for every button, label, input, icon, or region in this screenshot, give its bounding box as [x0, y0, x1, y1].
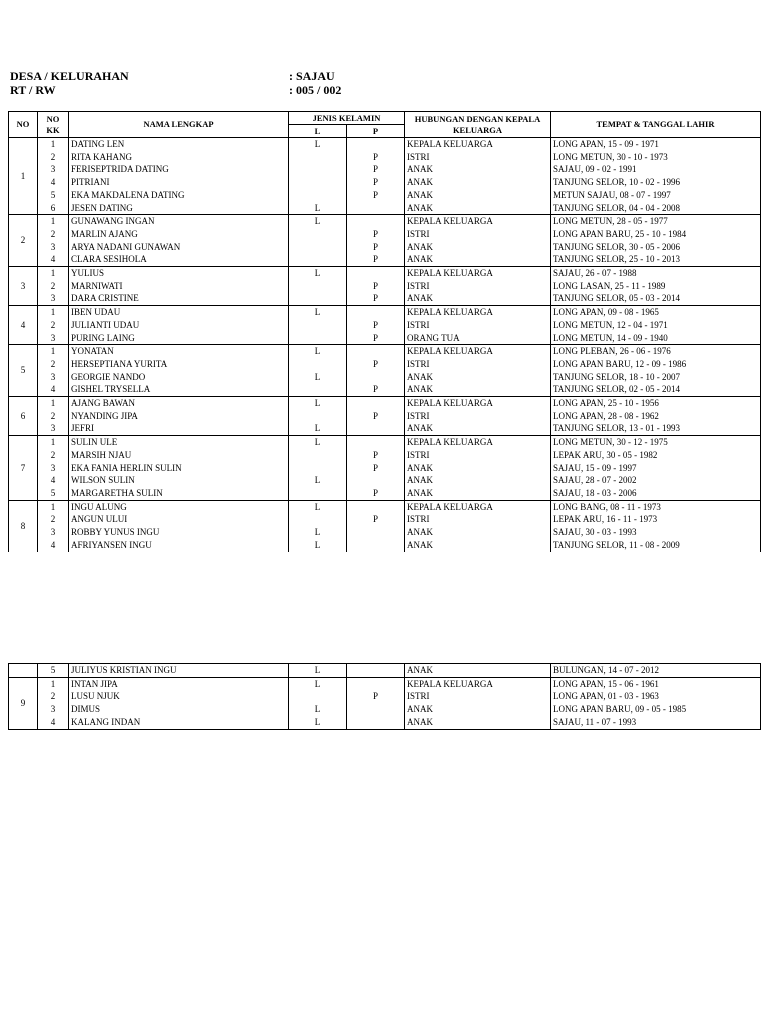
gender-l: L: [289, 703, 347, 716]
relationship: ANAK: [405, 371, 551, 384]
gender-p: [347, 422, 405, 435]
birth-place-date: SAJAU, 11 - 07 - 1993: [551, 716, 761, 729]
gender-l: L: [289, 500, 347, 513]
gender-p: P: [347, 513, 405, 526]
member-name: ROBBY YUNUS INGU: [69, 526, 289, 539]
gender-p: [347, 664, 405, 678]
member-name: KALANG INDAN: [69, 716, 289, 729]
member-name: GEORGIE NANDO: [69, 371, 289, 384]
member-no-kk: 1: [38, 345, 69, 358]
member-name: HERSEPTIANA YURITA: [69, 358, 289, 371]
gender-l: [289, 332, 347, 345]
gender-p: [347, 215, 405, 228]
relationship: ANAK: [405, 539, 551, 552]
table-row: [9, 449, 761, 462]
gender-l: [289, 189, 347, 202]
relationship: KEPALA KELUARGA: [405, 138, 551, 151]
member-no-kk: 4: [38, 474, 69, 487]
gender-l: [289, 410, 347, 423]
relationship: ANAK: [405, 487, 551, 500]
member-no-kk: 5: [38, 664, 69, 678]
member-no-kk: 3: [38, 526, 69, 539]
member-no-kk: 1: [38, 138, 69, 151]
member-no-kk: 5: [38, 487, 69, 500]
member-no-kk: 4: [38, 383, 69, 396]
relationship: ANAK: [405, 176, 551, 189]
table-row: [9, 690, 761, 703]
desa-label: DESA / KELURAHAN: [10, 69, 129, 83]
relationship: KEPALA KELUARGA: [405, 306, 551, 319]
col-header-no: NO: [9, 112, 38, 138]
birth-place-date: LONG BANG, 08 - 11 - 1973: [551, 500, 761, 513]
member-name: JULIYUS KRISTIAN INGU: [69, 664, 289, 678]
table-row: [9, 716, 761, 729]
table-row: [9, 280, 761, 293]
birth-place-date: LONG APAN, 28 - 08 - 1962: [551, 410, 761, 423]
table-row: [9, 474, 761, 487]
relationship: ISTRI: [405, 151, 551, 164]
member-no-kk: 4: [38, 716, 69, 729]
member-no-kk: 2: [38, 358, 69, 371]
gender-p: P: [347, 176, 405, 189]
family-table-page-1: [8, 111, 761, 552]
member-name: EKA FANIA HERLIN SULIN: [69, 462, 289, 475]
member-name: MARNIWATI: [69, 280, 289, 293]
gender-l: L: [289, 267, 347, 280]
relationship: ORANG TUA: [405, 332, 551, 345]
relationship: ISTRI: [405, 358, 551, 371]
gender-p: P: [347, 449, 405, 462]
member-no-kk: 4: [38, 176, 69, 189]
family-number: 4: [9, 306, 38, 345]
gender-p: [347, 345, 405, 358]
member-name: EKA MAKDALENA DATING: [69, 189, 289, 202]
birth-place-date: SAJAU, 30 - 03 - 1993: [551, 526, 761, 539]
gender-l: L: [289, 422, 347, 435]
gender-p: P: [347, 319, 405, 332]
gender-l: L: [289, 306, 347, 319]
col-header-hubungan: [405, 112, 551, 138]
member-name: MARLIN AJANG: [69, 228, 289, 241]
birth-place-date: LONG APAN, 15 - 09 - 1971: [551, 138, 761, 151]
gender-p: P: [347, 292, 405, 305]
member-name: YONATAN: [69, 345, 289, 358]
table-row: [9, 500, 761, 513]
member-no-kk: 4: [38, 539, 69, 552]
member-name: CLARA SESIHOLA: [69, 253, 289, 266]
member-no-kk: 6: [38, 202, 69, 215]
gender-p: P: [347, 241, 405, 254]
member-no-kk: 5: [38, 189, 69, 202]
gender-p: P: [347, 332, 405, 345]
gender-l: L: [289, 345, 347, 358]
gender-p: [347, 677, 405, 690]
col-header-jenis-kelamin: JENIS KELAMIN: [289, 112, 405, 125]
col-header-p: P: [347, 125, 405, 138]
relationship: ANAK: [405, 202, 551, 215]
birth-place-date: LONG APAN, 01 - 03 - 1963: [551, 690, 761, 703]
member-no-kk: 1: [38, 267, 69, 280]
col-header-l: L: [289, 125, 347, 138]
birth-place-date: LONG LASAN, 25 - 11 - 1989: [551, 280, 761, 293]
table-row: [9, 383, 761, 396]
relationship: ISTRI: [405, 228, 551, 241]
member-name: JULIANTI UDAU: [69, 319, 289, 332]
birth-place-date: SAJAU, 26 - 07 - 1988: [551, 267, 761, 280]
family-number: 2: [9, 215, 38, 267]
member-no-kk: 1: [38, 436, 69, 449]
col-header-no-kk-line2: KK: [46, 124, 60, 135]
table-row: [9, 422, 761, 435]
birth-place-date: LONG APAN, 25 - 10 - 1956: [551, 397, 761, 410]
col-header-no-kk: [38, 112, 69, 138]
table-row: [9, 462, 761, 475]
gender-p: [347, 716, 405, 729]
gender-l: [289, 690, 347, 703]
birth-place-date: SAJAU, 15 - 09 - 1997: [551, 462, 761, 475]
table-row: [9, 371, 761, 384]
relationship: ISTRI: [405, 319, 551, 332]
family-number: 3: [9, 267, 38, 306]
member-name: AFRIYANSEN INGU: [69, 539, 289, 552]
gender-p: P: [347, 151, 405, 164]
gender-l: [289, 241, 347, 254]
gender-l: L: [289, 677, 347, 690]
member-no-kk: 4: [38, 253, 69, 266]
birth-place-date: TANJUNG SELOR, 25 - 10 - 2013: [551, 253, 761, 266]
relationship: ANAK: [405, 383, 551, 396]
table-row: [9, 664, 761, 678]
relationship: KEPALA KELUARGA: [405, 345, 551, 358]
birth-place-date: TANJUNG SELOR, 10 - 02 - 1996: [551, 176, 761, 189]
gender-p: [347, 474, 405, 487]
gender-l: [289, 253, 347, 266]
table-row: [9, 332, 761, 345]
relationship: ANAK: [405, 474, 551, 487]
birth-place-date: LONG APAN BARU, 25 - 10 - 1984: [551, 228, 761, 241]
gender-p: P: [347, 228, 405, 241]
gender-p: [347, 267, 405, 280]
birth-place-date: LONG METUN, 30 - 12 - 1975: [551, 436, 761, 449]
gender-l: L: [289, 716, 347, 729]
gender-p: [347, 526, 405, 539]
gender-l: [289, 280, 347, 293]
relationship: ISTRI: [405, 280, 551, 293]
member-no-kk: 1: [38, 397, 69, 410]
member-name: MARGARETHA SULIN: [69, 487, 289, 500]
gender-p: P: [347, 462, 405, 475]
birth-place-date: LONG APAN BARU, 09 - 05 - 1985: [551, 703, 761, 716]
table-row: [9, 215, 761, 228]
member-name: INTAN JIPA: [69, 677, 289, 690]
gender-l: [289, 462, 347, 475]
gender-p: [347, 436, 405, 449]
family-number: [9, 664, 38, 678]
gender-l: L: [289, 664, 347, 678]
family-number: 5: [9, 345, 38, 397]
relationship: ANAK: [405, 189, 551, 202]
member-no-kk: 1: [38, 215, 69, 228]
member-no-kk: 2: [38, 410, 69, 423]
col-header-ttl: TEMPAT & TANGGAL LAHIR: [551, 112, 761, 138]
birth-place-date: TANJUNG SELOR, 02 - 05 - 2014: [551, 383, 761, 396]
rtrw-label: RT / RW: [10, 83, 56, 97]
member-no-kk: 3: [38, 371, 69, 384]
gender-l: [289, 151, 347, 164]
family-number: 8: [9, 500, 38, 551]
table-row: [9, 703, 761, 716]
col-header-no-kk-line1: NO: [46, 113, 60, 124]
family-number: 1: [9, 138, 38, 215]
member-no-kk: 3: [38, 163, 69, 176]
gender-p: P: [347, 358, 405, 371]
gender-l: [289, 513, 347, 526]
birth-place-date: LEPAK ARU, 30 - 05 - 1982: [551, 449, 761, 462]
gender-l: [289, 383, 347, 396]
member-name: IBEN UDAU: [69, 306, 289, 319]
birth-place-date: TANJUNG SELOR, 05 - 03 - 2014: [551, 292, 761, 305]
member-no-kk: 1: [38, 677, 69, 690]
gender-p: P: [347, 690, 405, 703]
member-name: JESEN DATING: [69, 202, 289, 215]
relationship: ANAK: [405, 703, 551, 716]
relationship: KEPALA KELUARGA: [405, 397, 551, 410]
relationship: KEPALA KELUARGA: [405, 436, 551, 449]
gender-l: [289, 163, 347, 176]
member-no-kk: 3: [38, 332, 69, 345]
member-no-kk: 3: [38, 422, 69, 435]
family-number: 6: [9, 397, 38, 436]
table-row: [9, 319, 761, 332]
birth-place-date: TANJUNG SELOR, 04 - 04 - 2008: [551, 202, 761, 215]
relationship: KEPALA KELUARGA: [405, 500, 551, 513]
gender-l: [289, 487, 347, 500]
birth-place-date: LONG PLEBAN, 26 - 06 - 1976: [551, 345, 761, 358]
member-name: SULIN ULE: [69, 436, 289, 449]
table-row: [9, 241, 761, 254]
member-name: ARYA NADANI GUNAWAN: [69, 241, 289, 254]
relationship: KEPALA KELUARGA: [405, 267, 551, 280]
member-name: MARSIH NJAU: [69, 449, 289, 462]
gender-l: L: [289, 371, 347, 384]
member-no-kk: 2: [38, 280, 69, 293]
gender-l: [289, 358, 347, 371]
member-no-kk: 2: [38, 151, 69, 164]
table-row: [9, 358, 761, 371]
member-name: LUSU NJUK: [69, 690, 289, 703]
table-row: [9, 138, 761, 151]
member-no-kk: 3: [38, 292, 69, 305]
member-name: GUNAWANG INGAN: [69, 215, 289, 228]
table-row: [9, 189, 761, 202]
table-row: [9, 513, 761, 526]
relationship: ANAK: [405, 716, 551, 729]
relationship: ISTRI: [405, 449, 551, 462]
gender-l: L: [289, 436, 347, 449]
gender-l: L: [289, 539, 347, 552]
relationship: ANAK: [405, 422, 551, 435]
gender-l: [289, 319, 347, 332]
table-row: [9, 526, 761, 539]
desa-value: : SAJAU: [289, 69, 335, 83]
member-no-kk: 1: [38, 306, 69, 319]
birth-place-date: SAJAU, 28 - 07 - 2002: [551, 474, 761, 487]
member-name: INGU ALUNG: [69, 500, 289, 513]
table-row: [9, 151, 761, 164]
gender-p: [347, 306, 405, 319]
table-row: [9, 253, 761, 266]
rtrw-value: : 005 / 002: [289, 83, 342, 97]
col-header-hubungan-line2: KELUARGA: [452, 124, 503, 135]
gender-p: P: [347, 163, 405, 176]
col-header-nama: NAMA LENGKAP: [69, 112, 289, 138]
relationship: ISTRI: [405, 690, 551, 703]
birth-place-date: LONG APAN, 09 - 08 - 1965: [551, 306, 761, 319]
birth-place-date: METUN SAJAU, 08 - 07 - 1997: [551, 189, 761, 202]
birth-place-date: LEPAK ARU, 16 - 11 - 1973: [551, 513, 761, 526]
birth-place-date: TANJUNG SELOR, 30 - 05 - 2006: [551, 241, 761, 254]
birth-place-date: LONG APAN BARU, 12 - 09 - 1986: [551, 358, 761, 371]
member-no-kk: 3: [38, 462, 69, 475]
relationship: ANAK: [405, 253, 551, 266]
birth-place-date: TANJUNG SELOR, 13 - 01 - 1993: [551, 422, 761, 435]
gender-l: L: [289, 215, 347, 228]
relationship: KEPALA KELUARGA: [405, 215, 551, 228]
gender-p: [347, 500, 405, 513]
gender-p: P: [347, 487, 405, 500]
member-no-kk: 2: [38, 449, 69, 462]
member-name: DARA CRISTINE: [69, 292, 289, 305]
table-row: [9, 228, 761, 241]
birth-place-date: LONG METUN, 30 - 10 - 1973: [551, 151, 761, 164]
member-name: DATING LEN: [69, 138, 289, 151]
member-no-kk: 2: [38, 228, 69, 241]
col-header-hubungan-line1: HUBUNGAN DENGAN KEPALA: [414, 113, 541, 124]
relationship: ANAK: [405, 241, 551, 254]
birth-place-date: LONG METUN, 14 - 09 - 1940: [551, 332, 761, 345]
family-number: 7: [9, 436, 38, 501]
birth-place-date: LONG METUN, 12 - 04 - 1971: [551, 319, 761, 332]
table-body-page-1: [9, 138, 761, 552]
gender-p: [347, 371, 405, 384]
gender-p: [347, 703, 405, 716]
gender-l: L: [289, 526, 347, 539]
gender-p: P: [347, 253, 405, 266]
member-name: YULIUS: [69, 267, 289, 280]
member-no-kk: 2: [38, 690, 69, 703]
member-no-kk: 3: [38, 241, 69, 254]
table-row: [9, 202, 761, 215]
family-table-page-2: [8, 663, 761, 730]
relationship: ANAK: [405, 664, 551, 678]
member-name: PURING LAING: [69, 332, 289, 345]
table-row: [9, 292, 761, 305]
member-no-kk: 2: [38, 319, 69, 332]
birth-place-date: BULUNGAN, 14 - 07 - 2012: [551, 664, 761, 678]
table-row: [9, 176, 761, 189]
gender-l: [289, 228, 347, 241]
gender-p: P: [347, 189, 405, 202]
member-name: ANGUN ULUI: [69, 513, 289, 526]
gender-p: [347, 138, 405, 151]
birth-place-date: SAJAU, 18 - 03 - 2006: [551, 487, 761, 500]
relationship: ANAK: [405, 462, 551, 475]
gender-l: L: [289, 202, 347, 215]
birth-place-date: LONG APAN, 15 - 06 - 1961: [551, 677, 761, 690]
member-no-kk: 1: [38, 500, 69, 513]
gender-l: L: [289, 138, 347, 151]
member-name: PITRIANI: [69, 176, 289, 189]
gender-l: [289, 449, 347, 462]
relationship: ISTRI: [405, 513, 551, 526]
member-no-kk: 3: [38, 703, 69, 716]
family-number: 9: [9, 677, 38, 729]
gender-l: L: [289, 397, 347, 410]
table-row: [9, 163, 761, 176]
gender-l: [289, 176, 347, 189]
member-name: WILSON SULIN: [69, 474, 289, 487]
member-name: GISHEL TRYSELLA: [69, 383, 289, 396]
relationship: ANAK: [405, 526, 551, 539]
table-row: [9, 410, 761, 423]
gender-p: P: [347, 410, 405, 423]
table-row: [9, 539, 761, 552]
birth-place-date: TANJUNG SELOR, 11 - 08 - 2009: [551, 539, 761, 552]
member-name: DIMUS: [69, 703, 289, 716]
table-row: [9, 487, 761, 500]
table-row: [9, 267, 761, 280]
table-row: [9, 677, 761, 690]
gender-p: P: [347, 280, 405, 293]
gender-p: [347, 202, 405, 215]
table-body-page-2: [9, 664, 761, 730]
gender-l: [289, 292, 347, 305]
member-no-kk: 2: [38, 513, 69, 526]
member-name: JEFRI: [69, 422, 289, 435]
gender-p: P: [347, 383, 405, 396]
gender-p: [347, 539, 405, 552]
birth-place-date: SAJAU, 09 - 02 - 1991: [551, 163, 761, 176]
relationship: ISTRI: [405, 410, 551, 423]
relationship: ANAK: [405, 292, 551, 305]
relationship: KEPALA KELUARGA: [405, 677, 551, 690]
birth-place-date: TANJUNG SELOR, 18 - 10 - 2007: [551, 371, 761, 384]
member-name: AJANG BAWAN: [69, 397, 289, 410]
table-row: [9, 397, 761, 410]
member-name: NYANDING JIPA: [69, 410, 289, 423]
member-name: FERISEPTRIDA DATING: [69, 163, 289, 176]
birth-place-date: LONG METUN, 28 - 05 - 1977: [551, 215, 761, 228]
gender-p: [347, 397, 405, 410]
member-name: RITA KAHANG: [69, 151, 289, 164]
gender-l: L: [289, 474, 347, 487]
relationship: ANAK: [405, 163, 551, 176]
table-row: [9, 436, 761, 449]
table-row: [9, 306, 761, 319]
table-row: [9, 345, 761, 358]
